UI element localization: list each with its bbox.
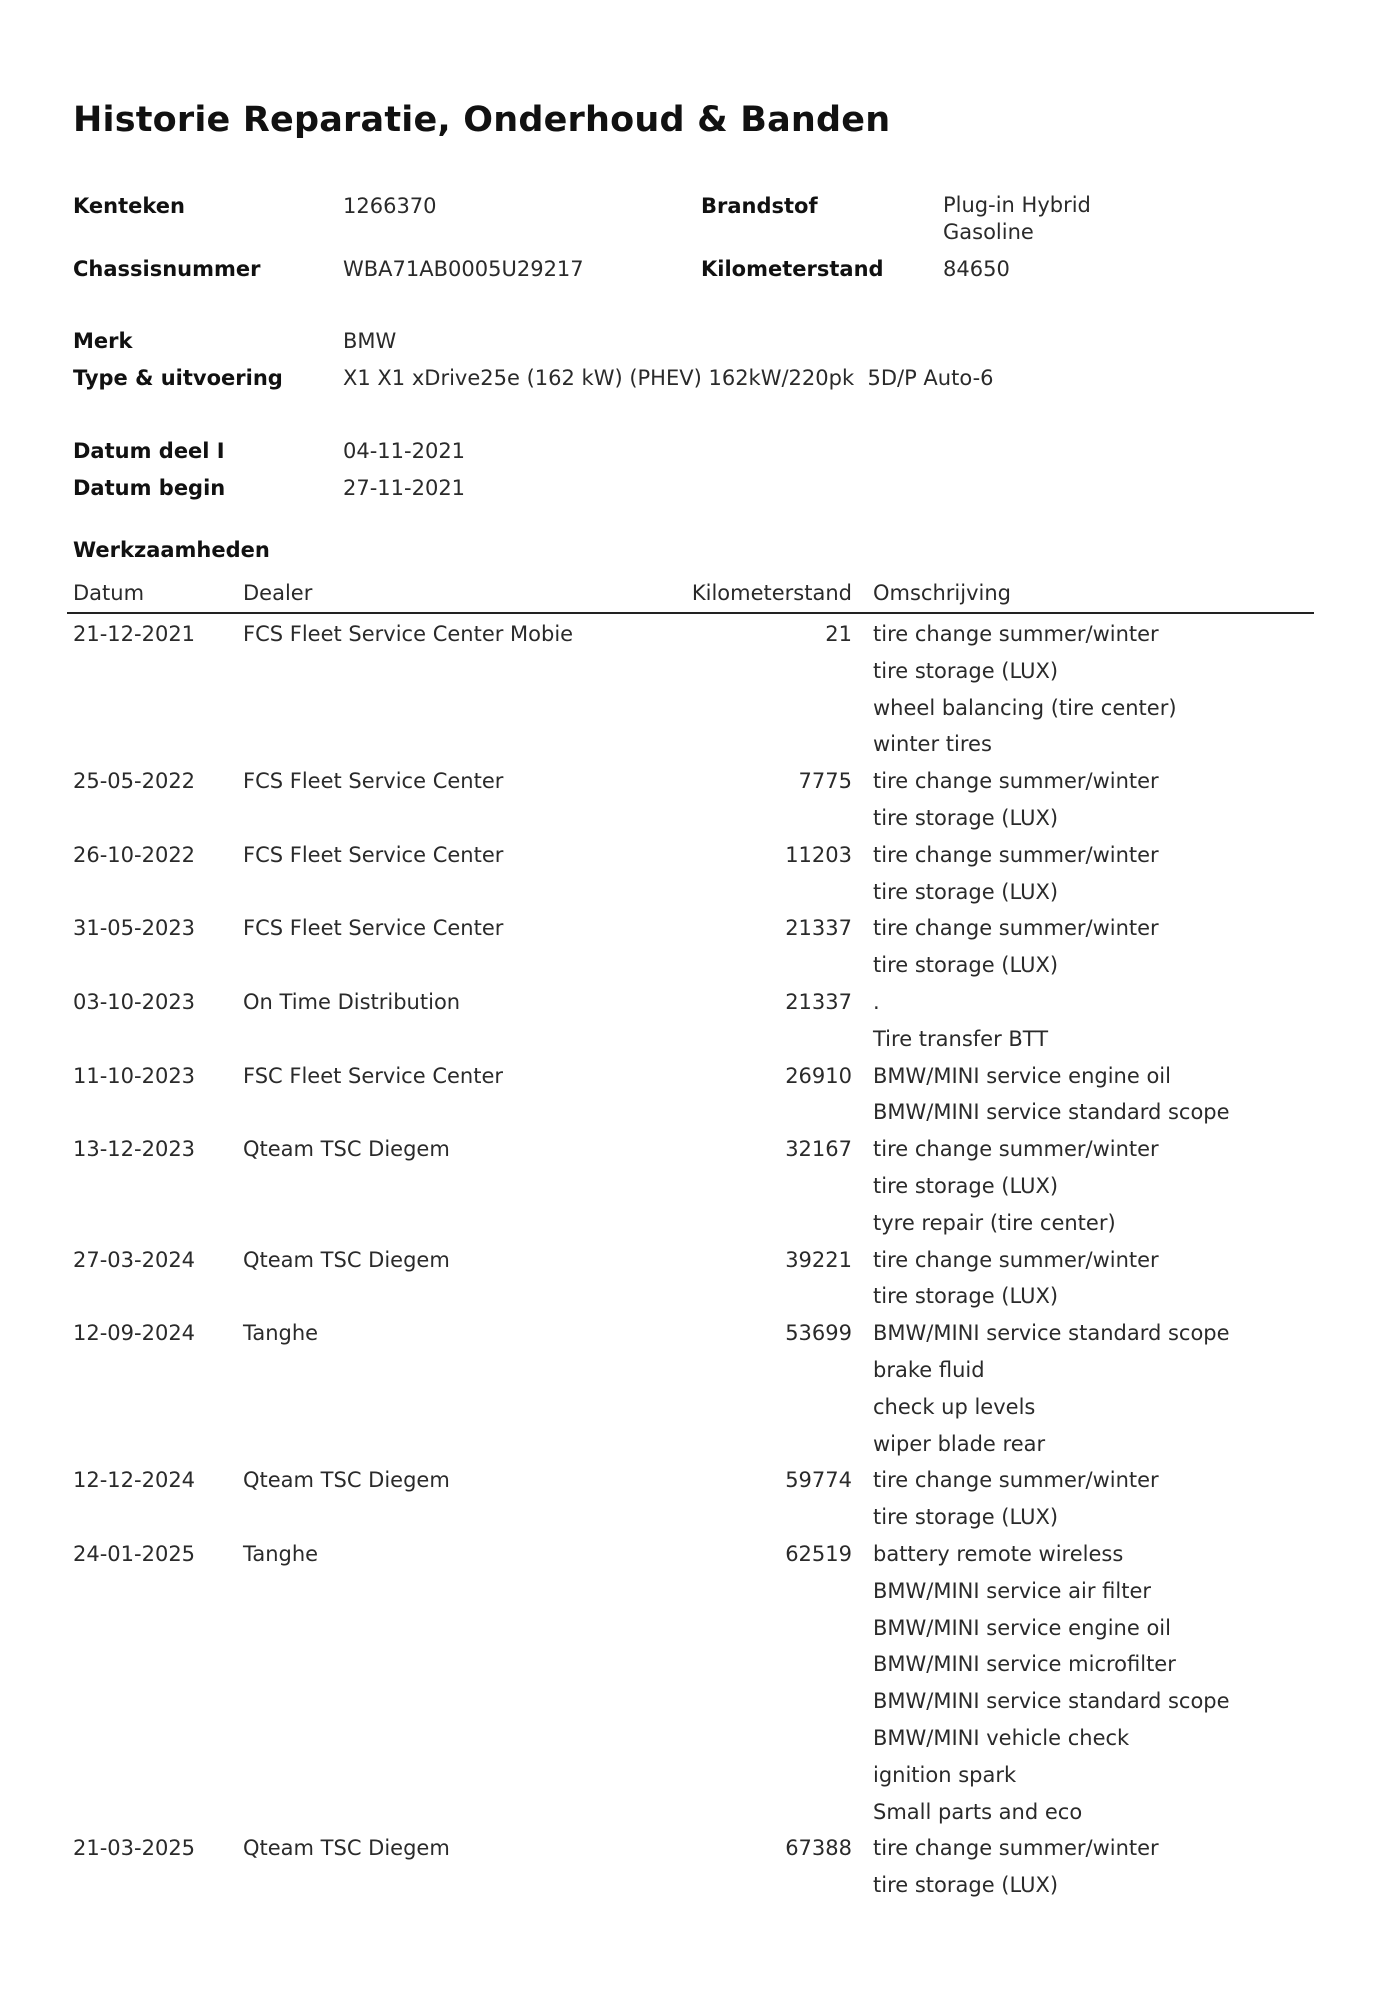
column-header-kilometerstand: Kilometerstand: [691, 581, 852, 605]
row-dealer: Tanghe: [243, 1321, 319, 1346]
row-kilometerstand: 39221: [785, 1247, 852, 1272]
row-date: 03-10-2023: [73, 989, 196, 1014]
description-item: wheel balancing (tire center): [873, 695, 1177, 720]
table-row: [0, 1830, 1400, 1904]
row-dealer: Tanghe: [243, 1541, 319, 1566]
table-row: [0, 763, 1400, 837]
description-item: BMW/MINI service microfilter: [873, 1652, 1176, 1677]
description-item: Small parts and eco: [873, 1799, 1083, 1824]
description-item: tire change summer/winter: [873, 1468, 1159, 1493]
description-item: tire storage (LUX): [873, 879, 1059, 904]
type-value: X1 X1 xDrive25e (162 kW) (PHEV) 162kW/220pk 5D/P Auto-6: [343, 366, 994, 390]
chassis-label: Chassisnummer: [73, 257, 261, 281]
row-dealer: On Time Distribution: [243, 989, 461, 1014]
table-row: [0, 837, 1400, 911]
description-item: tire change summer/winter: [873, 769, 1159, 794]
row-description: [873, 1131, 1159, 1241]
row-description: [873, 984, 1048, 1058]
brandstof-value: [943, 192, 1091, 246]
row-description: [873, 910, 1159, 984]
row-dealer: FCS Fleet Service Center: [243, 916, 504, 941]
row-kilometerstand: 7775: [798, 769, 852, 794]
table-row: [0, 984, 1400, 1058]
brandstof-label: Brandstof: [701, 194, 818, 218]
description-item: tire change summer/winter: [873, 916, 1159, 941]
description-item: tire storage (LUX): [873, 953, 1059, 978]
row-description: [873, 1315, 1230, 1462]
row-kilometerstand: 67388: [785, 1836, 852, 1861]
row-dealer: FCS Fleet Service Center: [243, 769, 504, 794]
row-kilometerstand: 21: [825, 622, 852, 646]
row-description: [873, 837, 1159, 911]
description-item: BMW/MINI service standard scope: [873, 1689, 1230, 1714]
description-item: tire change summer/winter: [873, 842, 1159, 867]
row-kilometerstand: 62519: [785, 1541, 852, 1566]
description-item: tire storage (LUX): [873, 1505, 1059, 1530]
table-row: [0, 1131, 1400, 1241]
kenteken-value: 1266370: [343, 194, 437, 218]
row-dealer: FCS Fleet Service Center Mobie: [243, 622, 574, 646]
table-row: [0, 1058, 1400, 1132]
row-description: [873, 763, 1159, 837]
description-item: BMW/MINI service standard scope: [873, 1321, 1230, 1346]
description-item: tire change summer/winter: [873, 1247, 1159, 1272]
row-kilometerstand: 21337: [785, 989, 852, 1014]
description-item: winter tires: [873, 732, 992, 757]
datum-deel-value: 04-11-2021: [343, 439, 466, 463]
row-date: 26-10-2022: [73, 842, 196, 867]
row-dealer: FCS Fleet Service Center: [243, 842, 504, 867]
row-date: 24-01-2025: [73, 1541, 196, 1566]
row-date: 11-10-2023: [73, 1063, 196, 1088]
brandstof-line: Plug-in Hybrid: [943, 193, 1091, 217]
row-kilometerstand: 53699: [785, 1321, 852, 1346]
chassis-value: WBA71AB0005U29217: [343, 257, 584, 281]
row-kilometerstand: 21337: [785, 916, 852, 941]
table-row: [0, 1315, 1400, 1462]
description-item: tyre repair (tire center): [873, 1210, 1116, 1235]
brandstof-line: Gasoline: [943, 220, 1034, 244]
table-header: [0, 579, 1400, 609]
table-row: [0, 1462, 1400, 1536]
description-item: tire storage (LUX): [873, 1284, 1059, 1309]
datum-begin-value: 27-11-2021: [343, 476, 466, 500]
row-dealer: Qteam TSC Diegem: [243, 1137, 450, 1162]
werkzaamheden-heading: Werkzaamheden: [73, 538, 270, 562]
row-description: [873, 616, 1177, 763]
row-date: 25-05-2022: [73, 769, 196, 794]
description-item: battery remote wireless: [873, 1541, 1124, 1566]
datum-begin-label: Datum begin: [73, 476, 226, 500]
work-table-body: [0, 616, 1400, 1904]
table-row: [0, 1536, 1400, 1830]
column-header-omschrijving: Omschrijving: [873, 581, 1011, 605]
description-item: tire storage (LUX): [873, 1873, 1059, 1898]
row-date: 12-12-2024: [73, 1468, 196, 1493]
column-header-datum: Datum: [73, 581, 145, 605]
description-item: ignition spark: [873, 1762, 1017, 1787]
description-item: wiper blade rear: [873, 1431, 1046, 1456]
row-dealer: Qteam TSC Diegem: [243, 1468, 450, 1493]
description-item: tire change summer/winter: [873, 622, 1159, 646]
description-item: tire storage (LUX): [873, 658, 1059, 683]
row-date: 12-09-2024: [73, 1321, 196, 1346]
datum-deel-label: Datum deel I: [73, 439, 225, 463]
table-row: [0, 1242, 1400, 1316]
description-item: .: [873, 989, 880, 1014]
table-row: [0, 910, 1400, 984]
row-date: 21-03-2025: [73, 1836, 196, 1861]
description-item: tire storage (LUX): [873, 805, 1059, 830]
description-item: check up levels: [873, 1394, 1036, 1419]
row-description: [873, 1830, 1159, 1904]
table-row: [0, 616, 1400, 763]
row-date: 31-05-2023: [73, 916, 196, 941]
column-header-dealer: Dealer: [243, 581, 313, 605]
page-title: Historie Reparatie, Onderhoud & Banden: [73, 100, 891, 140]
row-dealer: Qteam TSC Diegem: [243, 1836, 450, 1861]
row-description: [873, 1058, 1230, 1132]
kilometerstand-label: Kilometerstand: [701, 257, 884, 281]
row-kilometerstand: 11203: [785, 842, 852, 867]
kenteken-label: Kenteken: [73, 194, 185, 218]
merk-value: BMW: [343, 329, 397, 353]
row-kilometerstand: 26910: [785, 1063, 852, 1088]
description-item: BMW/MINI service air filter: [873, 1578, 1152, 1603]
row-description: [873, 1462, 1159, 1536]
description-item: tire change summer/winter: [873, 1836, 1159, 1861]
description-item: BMW/MINI service engine oil: [873, 1063, 1171, 1088]
merk-label: Merk: [73, 329, 133, 353]
description-item: brake fluid: [873, 1357, 985, 1382]
row-date: 27-03-2024: [73, 1247, 196, 1272]
description-item: Tire transfer BTT: [873, 1026, 1049, 1051]
header-divider: [67, 612, 1314, 614]
description-item: tire storage (LUX): [873, 1173, 1059, 1198]
row-kilometerstand: 59774: [785, 1468, 852, 1493]
description-item: BMW/MINI vehicle check: [873, 1725, 1130, 1750]
description-item: BMW/MINI service engine oil: [873, 1615, 1171, 1640]
kilometerstand-value: 84650: [943, 257, 1010, 281]
row-date: 21-12-2021: [73, 622, 196, 646]
description-item: tire change summer/winter: [873, 1137, 1159, 1162]
row-dealer: Qteam TSC Diegem: [243, 1247, 450, 1272]
row-description: [873, 1242, 1159, 1316]
row-dealer: FSC Fleet Service Center: [243, 1063, 504, 1088]
row-description: [873, 1536, 1230, 1830]
row-date: 13-12-2023: [73, 1137, 196, 1162]
type-label: Type & uitvoering: [73, 366, 283, 390]
row-kilometerstand: 32167: [785, 1137, 852, 1162]
description-item: BMW/MINI service standard scope: [873, 1100, 1230, 1125]
